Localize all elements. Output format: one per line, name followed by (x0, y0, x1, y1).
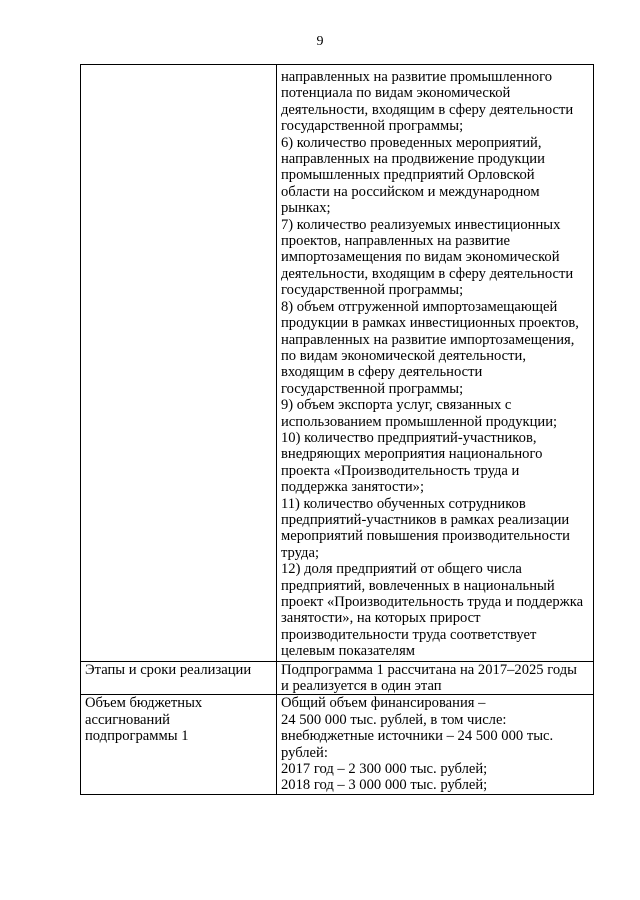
text-line: подпрограммы 1 (85, 728, 189, 745)
text-line: направленных на развитие промышленного (281, 69, 552, 85)
text-line: Подпрограмма 1 рассчитана на 2017–2025 годы (281, 661, 577, 678)
text-line: 11) количество обученных сотрудников (281, 495, 526, 512)
text-line: 2017 год – 2 300 000 тыс. рублей; (281, 761, 488, 778)
text-line: 2018 год – 3 000 000 тыс. рублей; (281, 777, 488, 794)
text-line: предприятий-участников в рамках реализации (281, 511, 570, 528)
text-line: направленных на развитие импортозамещения, (281, 331, 575, 348)
text-line: импортозамещения по видам экономической (281, 249, 560, 266)
value-cell (277, 661, 594, 695)
text-line: государственной программы; (281, 118, 464, 135)
text-line: мероприятий повышения производительности (281, 528, 570, 545)
text-line: 6) количество проведенных мероприятий, (281, 134, 542, 151)
text-line: занятости», на которых прирост (281, 610, 481, 627)
label-cell (81, 695, 277, 794)
text-line: проектов, направленных на развитие (281, 233, 510, 250)
text-line: по видам экономической деятельности, (281, 347, 526, 364)
value-cell (277, 65, 594, 662)
table-row-stages (81, 661, 594, 695)
text-line: проект «Производительность труда и поддержка (281, 594, 584, 610)
text-line: поддержка занятости»; (281, 479, 425, 496)
text-line: Общий объем финансирования – (281, 695, 486, 712)
label-cell (81, 661, 277, 695)
text-line: проекта «Производительность труда и (281, 462, 520, 479)
text-line: деятельности, входящим в сферу деятельности (281, 265, 574, 282)
text-line: внебюджетные источники – 24 500 000 тыс. (281, 728, 554, 745)
text-line: продукции в рамках инвестиционных проектов, (281, 315, 579, 332)
text-line: целевым показателям (281, 643, 416, 660)
text-line: промышленных предприятий Орловской (281, 167, 535, 184)
text-line: труда; (281, 544, 319, 561)
text-line: 7) количество реализуемых инвестиционных (281, 216, 561, 233)
text-line: 24 500 000 тыс. рублей, в том числе: (281, 711, 507, 728)
text-line: внедряющих мероприятия национального (281, 446, 543, 463)
text-line: рублей: (281, 744, 328, 761)
text-line: области на российском и международном (281, 183, 540, 200)
text-line: 8) объем отгруженной импортозамещающей (281, 298, 558, 315)
text-line: государственной программы; (281, 380, 464, 397)
text-line: предприятий, вовлеченных в национальный (281, 577, 555, 594)
text-line: ассигнований (85, 711, 170, 728)
table-row-indicators (81, 65, 594, 662)
text-line: государственной программы; (281, 282, 464, 299)
text-line: Объем бюджетных (85, 695, 203, 712)
value-cell (277, 695, 594, 794)
text-line: 9) объем экспорта услуг, связанных с (281, 397, 512, 414)
text-line: использованием промышленной продукции; (281, 413, 558, 430)
text-line: деятельности, входящим в сферу деятельности (281, 101, 574, 118)
table-row-budget (81, 695, 594, 794)
text-line: потенциала по видам экономической (281, 85, 511, 102)
text-line: Этапы и сроки реализации (85, 661, 252, 678)
program-passport-table (80, 64, 594, 795)
text-line: 12) доля предприятий от общего числа (281, 561, 522, 578)
text-line: рынках; (281, 200, 331, 217)
text-line: 10) количество предприятий-участников, (281, 429, 537, 446)
page-number: 9 (316, 34, 324, 49)
text-line: направленных на продвижение продукции (281, 151, 545, 168)
text-line: и реализуется в один этап (281, 678, 442, 695)
text-line: входящим в сферу деятельности (281, 364, 483, 381)
text-line: производительности труда соответствует (281, 626, 537, 643)
label-cell (81, 65, 277, 662)
